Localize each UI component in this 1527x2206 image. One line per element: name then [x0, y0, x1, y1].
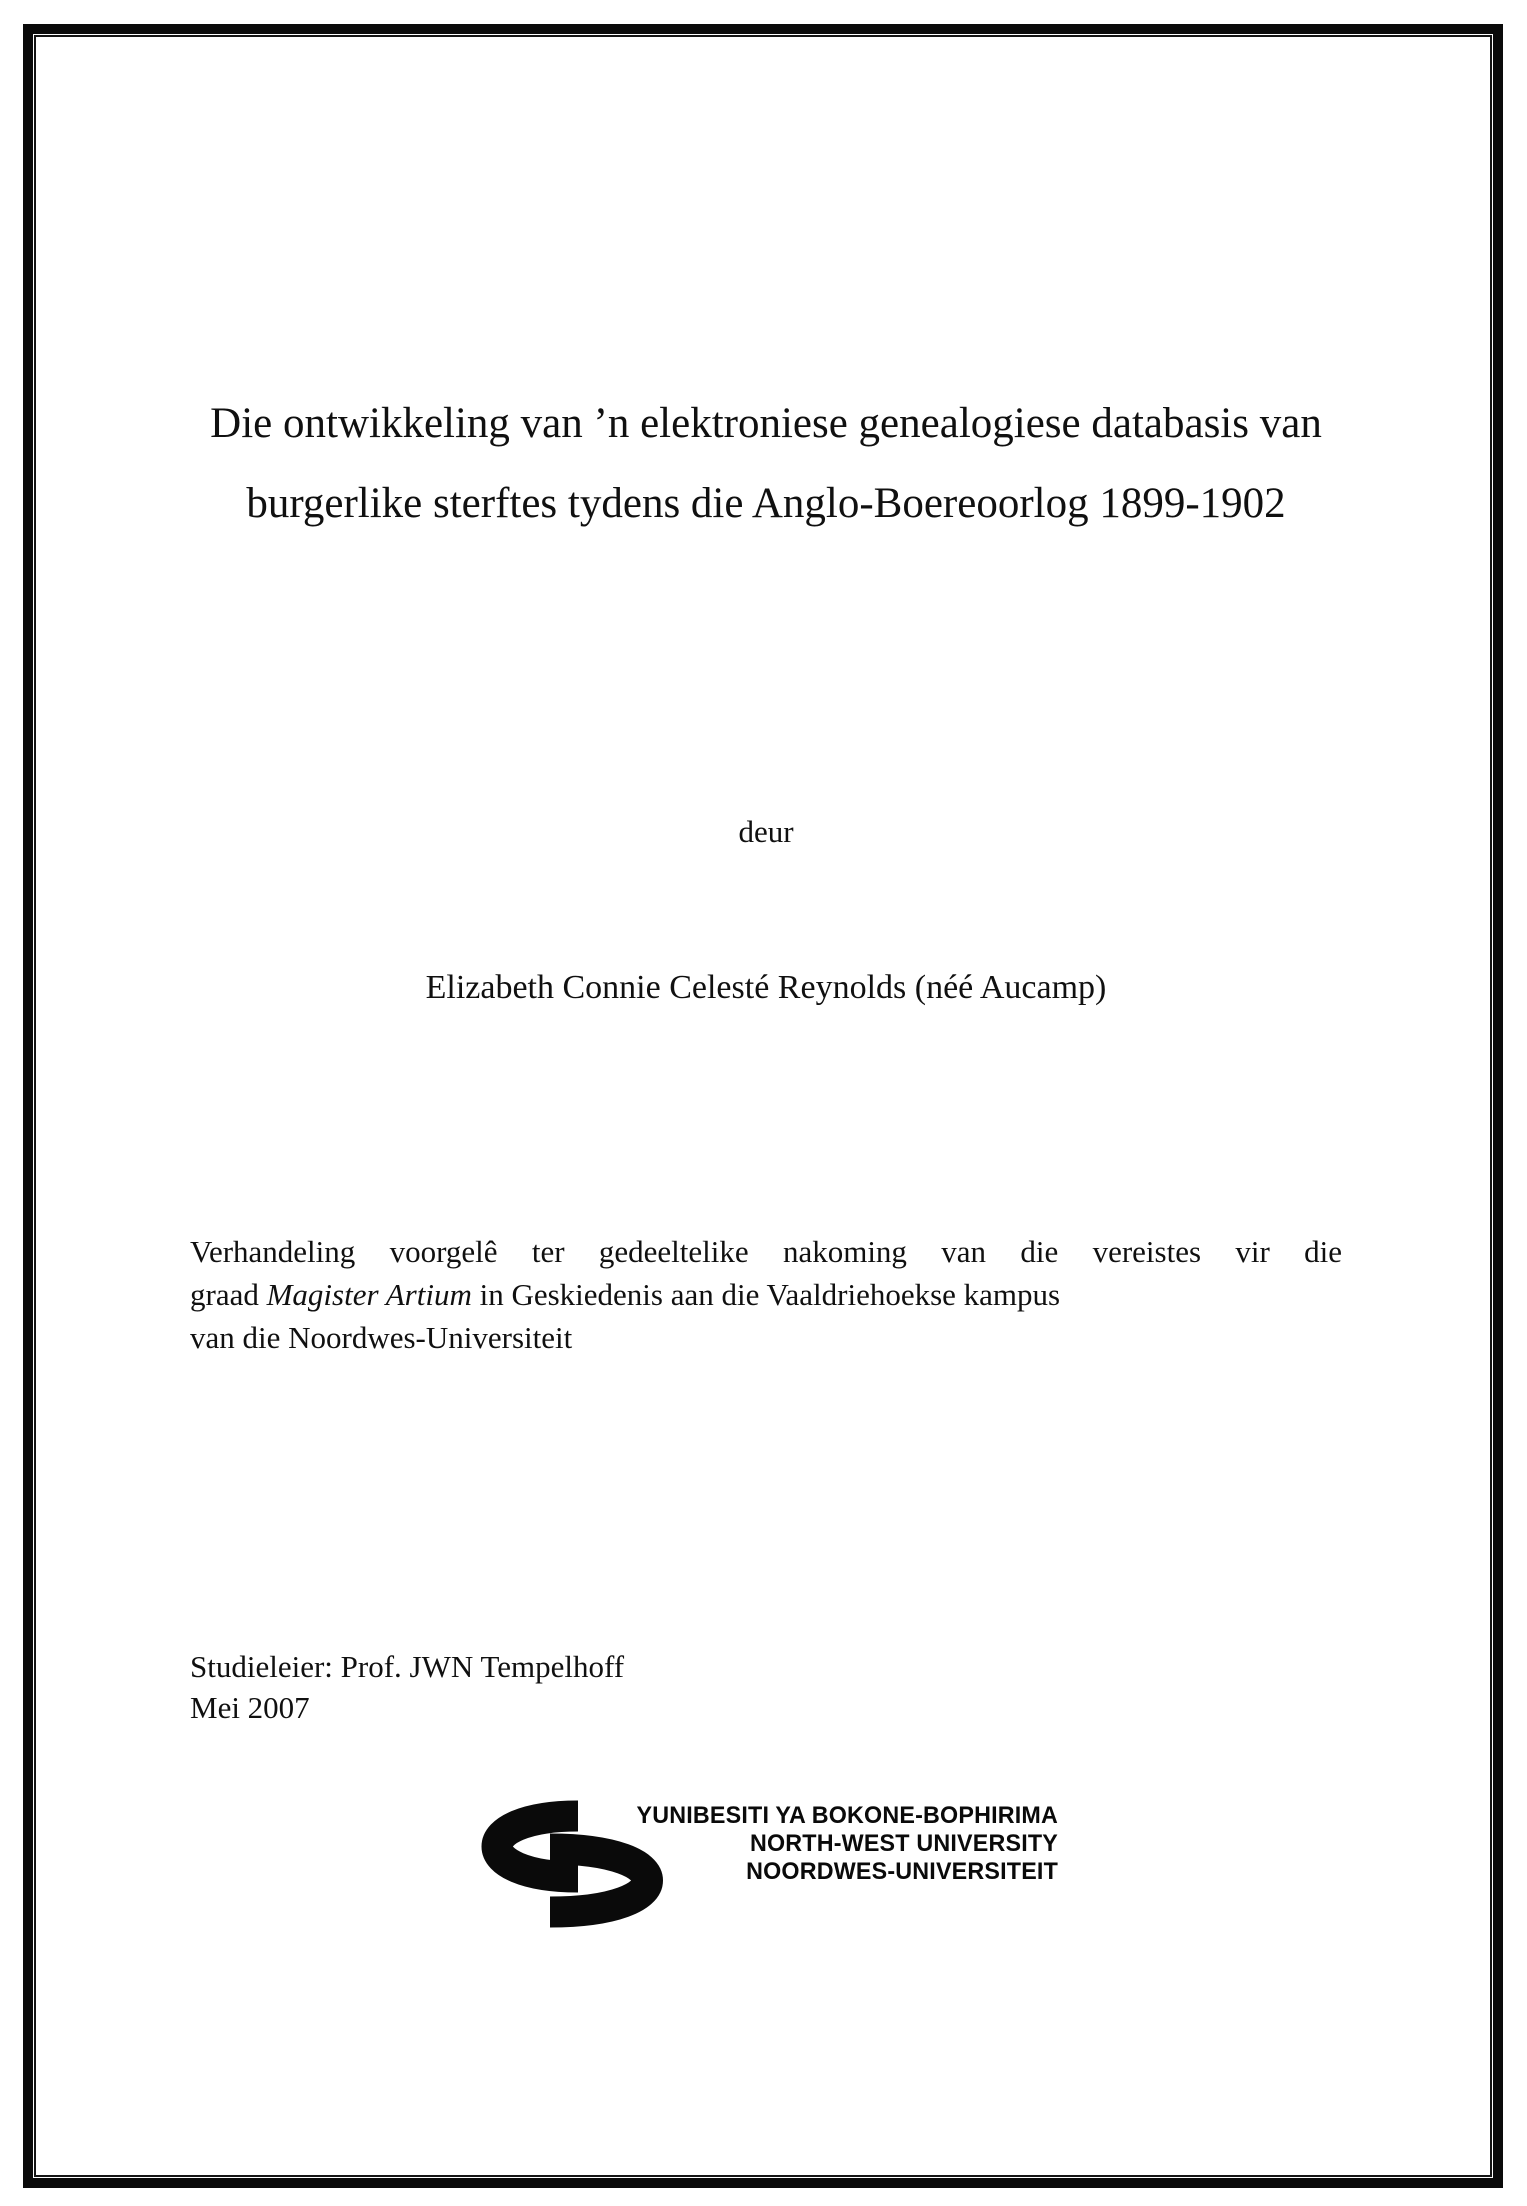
- author-name: Elizabeth Connie Celesté Reynolds (néé Aucamp): [425, 969, 1107, 1006]
- date-line: Mei 2007: [190, 1690, 310, 1725]
- statement-line2-suffix: in Geskiedenis aan die Vaaldriehoekse kampus: [471, 1277, 1061, 1312]
- thesis-title-line2: burgerlike sterftes tydens die Anglo-Boereoorlog 1899-1902: [246, 480, 1286, 527]
- university-logo-wordmark: [602, 1802, 1058, 1886]
- byline-label: deur: [738, 814, 794, 849]
- statement-line2-prefix: graad: [190, 1277, 267, 1312]
- thesis-title-line1: Die ontwikkeling van ’n elektroniese genealogiese databasis van: [210, 400, 1322, 447]
- degree-name: Magister Artium: [266, 1277, 472, 1312]
- statement-line3: van die Noordwes-Universiteit: [190, 1320, 573, 1355]
- thesis-title: [190, 384, 1342, 544]
- statement-line1: Verhandeling voorgelê ter gedeeltelike nakoming van die vereistes vir die: [190, 1234, 1342, 1269]
- logo-line3: NOORDWES-UNIVERSITEIT: [746, 1858, 1058, 1885]
- logo-line1: YUNIBESITI YA BOKONE-BOPHIRIMA: [636, 1802, 1058, 1829]
- thesis-statement: [190, 1230, 1342, 1359]
- logo-line2: NORTH-WEST UNIVERSITY: [749, 1830, 1058, 1857]
- supervisor-line: Studieleier: Prof. JWN Tempelhoff: [190, 1649, 625, 1684]
- supervisor-block: [190, 1646, 624, 1728]
- statement-line2: [190, 1273, 1342, 1316]
